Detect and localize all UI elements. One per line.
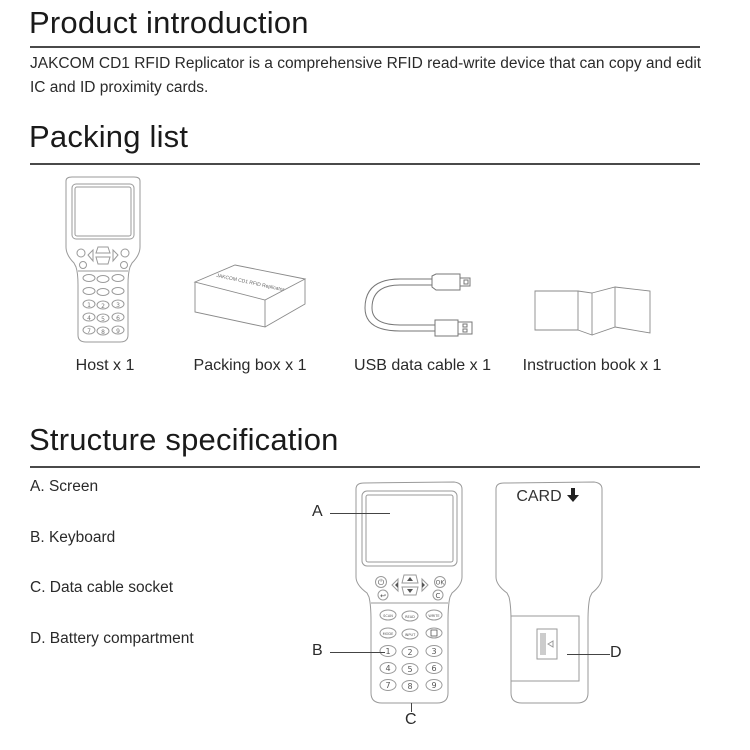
svg-text:2: 2: [407, 648, 413, 657]
svg-text:INPUT: INPUT: [404, 633, 416, 637]
spec-item-screen: A. Screen: [30, 478, 99, 495]
svg-text:1: 1: [87, 302, 91, 309]
svg-text:3: 3: [431, 647, 437, 656]
svg-text:OK: OK: [435, 579, 445, 587]
spec-item-keyboard: B. Keyboard: [30, 529, 116, 546]
svg-text:READ: READ: [405, 615, 415, 619]
callout-c: C: [405, 711, 417, 728]
packing-item-label: Packing box x 1: [193, 357, 307, 374]
svg-text:8: 8: [101, 329, 105, 336]
device-back-diagram: [492, 481, 607, 706]
svg-text:6: 6: [431, 664, 437, 673]
svg-text:9: 9: [116, 328, 120, 335]
svg-text:2: 2: [101, 303, 105, 310]
svg-text:7: 7: [385, 681, 391, 690]
svg-text:C: C: [435, 592, 441, 600]
callout-a: A: [312, 503, 323, 520]
callout-d: D: [610, 644, 622, 661]
svg-text:4: 4: [87, 315, 91, 322]
card-label: CARD: [516, 488, 562, 505]
svg-text:8: 8: [407, 682, 413, 691]
svg-text:4: 4: [385, 664, 391, 673]
divider: [30, 466, 700, 468]
svg-text:WRITE: WRITE: [428, 614, 440, 618]
spec-item-battery-compartment: D. Battery compartment: [30, 630, 194, 647]
packing-item-label: Instruction book x 1: [522, 357, 662, 374]
svg-text:3: 3: [116, 302, 120, 309]
callout-b: B: [312, 642, 323, 659]
host-device-icon: [58, 175, 148, 345]
callout-line-b: [330, 652, 385, 653]
arrow-down-icon: [567, 488, 579, 502]
divider: [30, 163, 700, 165]
svg-text:MODE: MODE: [382, 632, 394, 636]
svg-text:1: 1: [385, 647, 391, 656]
divider: [30, 46, 700, 48]
callout-line-a: [330, 513, 390, 514]
device-front-diagram: [352, 481, 467, 706]
svg-text:SCAN: SCAN: [383, 614, 393, 618]
svg-text:5: 5: [407, 665, 413, 674]
packing-box-icon: [190, 262, 310, 327]
packing-item-label: USB data cable x 1: [354, 357, 491, 374]
instruction-book-icon: [530, 285, 655, 340]
product-description: JAKCOM CD1 RFID Replicator is a comprehensive RFID read-write device that can copy and edit IC and ID proximity cards.: [30, 55, 702, 96]
svg-text:6: 6: [116, 315, 120, 322]
svg-text:⏻: ⏻: [377, 578, 385, 587]
callout-line-d: [567, 654, 610, 655]
spec-item-data-cable-socket: C. Data cable socket: [30, 579, 174, 596]
svg-text:5: 5: [101, 316, 105, 323]
usb-cable-icon: [360, 268, 480, 348]
packing-item-label: Host x 1: [75, 357, 135, 374]
svg-text:9: 9: [431, 681, 437, 690]
section-title-product-introduction: Product introduction: [29, 5, 309, 40]
section-title-packing-list: Packing list: [29, 119, 189, 154]
svg-text:↩: ↩: [380, 592, 386, 600]
svg-text:7: 7: [87, 328, 91, 335]
box-label: JAKCOM CD1 RFID Replicator: [215, 272, 285, 294]
section-title-structure-specification: Structure specification: [29, 422, 339, 457]
